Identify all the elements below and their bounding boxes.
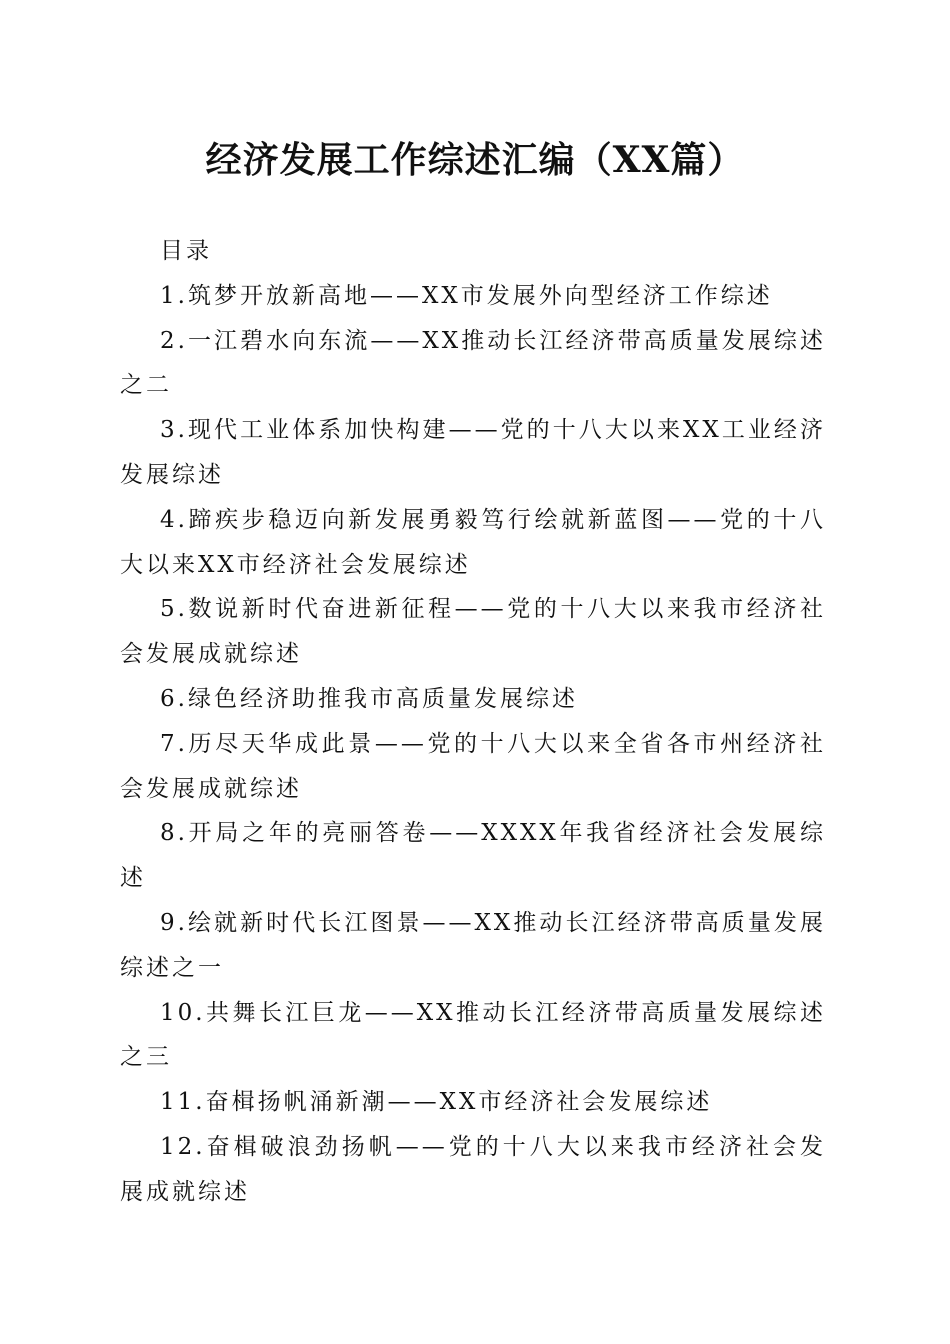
- toc-item-9[interactable]: 9.绘就新时代长江图景——XX推动长江经济带高质量发展综述之一: [120, 909, 826, 981]
- toc-item-2[interactable]: 2.一江碧水向东流——XX推动长江经济带高质量发展综述之二: [120, 327, 826, 399]
- toc-item-7[interactable]: 7.历尽天华成此景——党的十八大以来全省各市州经济社会发展成就综述: [120, 730, 826, 802]
- toc-item-11[interactable]: 11.奋楫扬帆涌新潮——XX市经济社会发展综述: [160, 1089, 713, 1116]
- toc-item-4[interactable]: 4.蹄疾步稳迈向新发展勇毅笃行绘就新蓝图——党的十八大以来XX市经济社会发展综述: [120, 506, 826, 578]
- toc-item-1[interactable]: 1.筑梦开放新高地——XX市发展外向型经济工作综述: [160, 282, 773, 309]
- toc-item-6[interactable]: 6.绿色经济助推我市高质量发展综述: [160, 685, 578, 712]
- table-of-contents: [120, 229, 826, 1215]
- toc-item-8[interactable]: 8.开局之年的亮丽答卷——XXXX年我省经济社会发展综述: [120, 820, 826, 892]
- toc-item-10[interactable]: 10.共舞长江巨龙——XX推动长江经济带高质量发展综述之三: [120, 999, 826, 1071]
- document-title: 经济发展工作综述汇编（XX篇）: [205, 139, 745, 181]
- toc-item-12[interactable]: 12.奋楫破浪劲扬帆——党的十八大以来我市经济社会发展成就综述: [120, 1133, 826, 1205]
- toc-item-5[interactable]: 5.数说新时代奋进新征程——党的十八大以来我市经济社会发展成就综述: [120, 596, 826, 668]
- toc-list: [120, 274, 826, 1215]
- toc-heading: 目录: [160, 238, 212, 264]
- toc-item-3[interactable]: 3.现代工业体系加快构建——党的十八大以来XX工业经济发展综述: [120, 417, 826, 488]
